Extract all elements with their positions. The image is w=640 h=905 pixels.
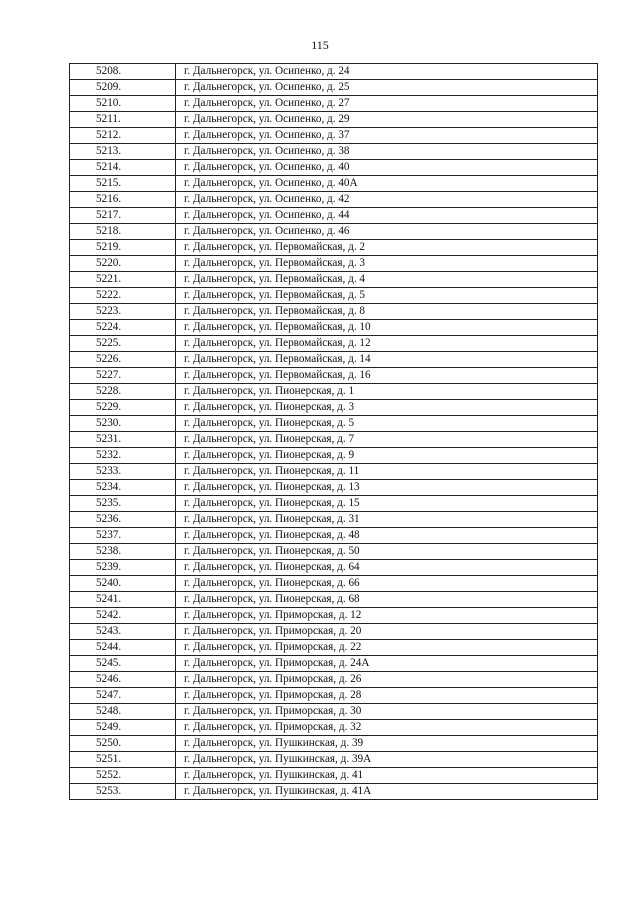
address-cell: г. Дальнегорск, ул. Осипенко, д. 38: [176, 144, 598, 160]
row-number-cell: 5241.: [70, 592, 176, 608]
address-cell: г. Дальнегорск, ул. Осипенко, д. 27: [176, 96, 598, 112]
row-number-cell: 5252.: [70, 768, 176, 784]
address-cell: г. Дальнегорск, ул. Приморская, д. 20: [176, 624, 598, 640]
table-row: [70, 704, 598, 720]
row-number-cell: 5235.: [70, 496, 176, 512]
row-number-cell: 5214.: [70, 160, 176, 176]
row-number-cell: 5244.: [70, 640, 176, 656]
row-number-cell: 5245.: [70, 656, 176, 672]
address-cell: г. Дальнегорск, ул. Пушкинская, д. 39: [176, 736, 598, 752]
address-cell: г. Дальнегорск, ул. Осипенко, д. 40: [176, 160, 598, 176]
address-cell: г. Дальнегорск, ул. Пионерская, д. 48: [176, 528, 598, 544]
row-number-cell: 5229.: [70, 400, 176, 416]
table-row: [70, 656, 598, 672]
row-number-cell: 5212.: [70, 128, 176, 144]
table-row: [70, 96, 598, 112]
table-row: [70, 128, 598, 144]
row-number-cell: 5211.: [70, 112, 176, 128]
table-row: [70, 752, 598, 768]
row-number-cell: 5249.: [70, 720, 176, 736]
table-row: [70, 224, 598, 240]
table-row: [70, 112, 598, 128]
table-row: [70, 368, 598, 384]
address-cell: г. Дальнегорск, ул. Пионерская, д. 7: [176, 432, 598, 448]
address-cell: г. Дальнегорск, ул. Приморская, д. 26: [176, 672, 598, 688]
table-row: [70, 160, 598, 176]
table-row: [70, 624, 598, 640]
address-cell: г. Дальнегорск, ул. Пионерская, д. 68: [176, 592, 598, 608]
address-cell: г. Дальнегорск, ул. Пионерская, д. 50: [176, 544, 598, 560]
page-number: 115: [311, 38, 329, 52]
table-row: [70, 496, 598, 512]
row-number-cell: 5224.: [70, 320, 176, 336]
row-number-cell: 5223.: [70, 304, 176, 320]
table-row: [70, 512, 598, 528]
row-number-cell: 5233.: [70, 464, 176, 480]
address-cell: г. Дальнегорск, ул. Пушкинская, д. 39А: [176, 752, 598, 768]
table-row: [70, 192, 598, 208]
table-row: [70, 640, 598, 656]
row-number-cell: 5251.: [70, 752, 176, 768]
address-cell: г. Дальнегорск, ул. Осипенко, д. 37: [176, 128, 598, 144]
table-row: [70, 272, 598, 288]
table-row: [70, 560, 598, 576]
address-cell: г. Дальнегорск, ул. Осипенко, д. 44: [176, 208, 598, 224]
table-row: [70, 672, 598, 688]
table-row: [70, 80, 598, 96]
row-number-cell: 5227.: [70, 368, 176, 384]
address-cell: г. Дальнегорск, ул. Первомайская, д. 14: [176, 352, 598, 368]
row-number-cell: 5231.: [70, 432, 176, 448]
table-row: [70, 288, 598, 304]
table-row: [70, 464, 598, 480]
address-cell: г. Дальнегорск, ул. Пионерская, д. 9: [176, 448, 598, 464]
row-number-cell: 5218.: [70, 224, 176, 240]
table-row: [70, 64, 598, 80]
row-number-cell: 5213.: [70, 144, 176, 160]
table-body: [70, 64, 598, 800]
table-row: [70, 320, 598, 336]
table-row: [70, 208, 598, 224]
address-table: [69, 63, 598, 800]
address-cell: г. Дальнегорск, ул. Пионерская, д. 66: [176, 576, 598, 592]
table-row: [70, 784, 598, 800]
address-cell: г. Дальнегорск, ул. Первомайская, д. 4: [176, 272, 598, 288]
table-row: [70, 352, 598, 368]
row-number-cell: 5228.: [70, 384, 176, 400]
address-cell: г. Дальнегорск, ул. Приморская, д. 32: [176, 720, 598, 736]
table-row: [70, 416, 598, 432]
row-number-cell: 5225.: [70, 336, 176, 352]
row-number-cell: 5242.: [70, 608, 176, 624]
row-number-cell: 5240.: [70, 576, 176, 592]
row-number-cell: 5253.: [70, 784, 176, 800]
row-number-cell: 5222.: [70, 288, 176, 304]
address-cell: г. Дальнегорск, ул. Первомайская, д. 16: [176, 368, 598, 384]
address-cell: г. Дальнегорск, ул. Пионерская, д. 11: [176, 464, 598, 480]
row-number-cell: 5221.: [70, 272, 176, 288]
address-cell: г. Дальнегорск, ул. Осипенко, д. 25: [176, 80, 598, 96]
table-row: [70, 240, 598, 256]
table-row: [70, 592, 598, 608]
table-row: [70, 768, 598, 784]
row-number-cell: 5232.: [70, 448, 176, 464]
address-cell: г. Дальнегорск, ул. Приморская, д. 30: [176, 704, 598, 720]
table-row: [70, 720, 598, 736]
row-number-cell: 5215.: [70, 176, 176, 192]
row-number-cell: 5210.: [70, 96, 176, 112]
address-cell: г. Дальнегорск, ул. Пионерская, д. 13: [176, 480, 598, 496]
table-row: [70, 256, 598, 272]
table-row: [70, 480, 598, 496]
address-cell: г. Дальнегорск, ул. Осипенко, д. 46: [176, 224, 598, 240]
address-cell: г. Дальнегорск, ул. Первомайская, д. 10: [176, 320, 598, 336]
row-number-cell: 5230.: [70, 416, 176, 432]
table-row: [70, 400, 598, 416]
address-cell: г. Дальнегорск, ул. Пушкинская, д. 41А: [176, 784, 598, 800]
table-row: [70, 176, 598, 192]
row-number-cell: 5237.: [70, 528, 176, 544]
table-row: [70, 736, 598, 752]
row-number-cell: 5246.: [70, 672, 176, 688]
row-number-cell: 5247.: [70, 688, 176, 704]
address-cell: г. Дальнегорск, ул. Первомайская, д. 3: [176, 256, 598, 272]
address-cell: г. Дальнегорск, ул. Приморская, д. 28: [176, 688, 598, 704]
address-cell: г. Дальнегорск, ул. Пионерская, д. 64: [176, 560, 598, 576]
address-cell: г. Дальнегорск, ул. Осипенко, д. 29: [176, 112, 598, 128]
address-cell: г. Дальнегорск, ул. Пионерская, д. 31: [176, 512, 598, 528]
address-cell: г. Дальнегорск, ул. Первомайская, д. 2: [176, 240, 598, 256]
table-row: [70, 528, 598, 544]
row-number-cell: 5239.: [70, 560, 176, 576]
address-cell: г. Дальнегорск, ул. Осипенко, д. 42: [176, 192, 598, 208]
row-number-cell: 5217.: [70, 208, 176, 224]
row-number-cell: 5248.: [70, 704, 176, 720]
row-number-cell: 5243.: [70, 624, 176, 640]
row-number-cell: 5216.: [70, 192, 176, 208]
row-number-cell: 5236.: [70, 512, 176, 528]
address-cell: г. Дальнегорск, ул. Первомайская, д. 8: [176, 304, 598, 320]
table-row: [70, 336, 598, 352]
address-cell: г. Дальнегорск, ул. Осипенко, д. 40А: [176, 176, 598, 192]
row-number-cell: 5220.: [70, 256, 176, 272]
row-number-cell: 5208.: [70, 64, 176, 80]
table-row: [70, 448, 598, 464]
row-number-cell: 5226.: [70, 352, 176, 368]
table-row: [70, 688, 598, 704]
table-row: [70, 304, 598, 320]
row-number-cell: 5219.: [70, 240, 176, 256]
table-row: [70, 608, 598, 624]
address-cell: г. Дальнегорск, ул. Пионерская, д. 5: [176, 416, 598, 432]
table-row: [70, 384, 598, 400]
row-number-cell: 5234.: [70, 480, 176, 496]
table-row: [70, 576, 598, 592]
row-number-cell: 5238.: [70, 544, 176, 560]
address-cell: г. Дальнегорск, ул. Пионерская, д. 3: [176, 400, 598, 416]
address-cell: г. Дальнегорск, ул. Первомайская, д. 5: [176, 288, 598, 304]
address-cell: г. Дальнегорск, ул. Первомайская, д. 12: [176, 336, 598, 352]
table-row: [70, 544, 598, 560]
table-row: [70, 144, 598, 160]
address-cell: г. Дальнегорск, ул. Пушкинская, д. 41: [176, 768, 598, 784]
address-cell: г. Дальнегорск, ул. Приморская, д. 12: [176, 608, 598, 624]
table-row: [70, 432, 598, 448]
address-cell: г. Дальнегорск, ул. Пионерская, д. 15: [176, 496, 598, 512]
address-cell: г. Дальнегорск, ул. Приморская, д. 24А: [176, 656, 598, 672]
address-cell: г. Дальнегорск, ул. Осипенко, д. 24: [176, 64, 598, 80]
address-cell: г. Дальнегорск, ул. Пионерская, д. 1: [176, 384, 598, 400]
address-cell: г. Дальнегорск, ул. Приморская, д. 22: [176, 640, 598, 656]
row-number-cell: 5250.: [70, 736, 176, 752]
row-number-cell: 5209.: [70, 80, 176, 96]
